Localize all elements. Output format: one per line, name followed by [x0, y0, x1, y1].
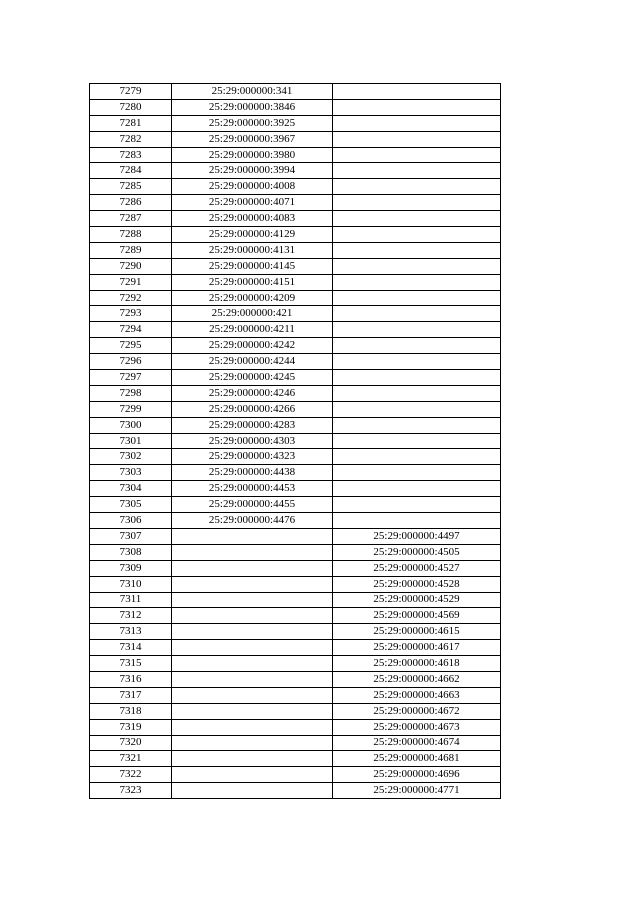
table-row: [90, 608, 501, 624]
table-row: [90, 417, 501, 433]
table-row: [90, 671, 501, 687]
table-row: [90, 656, 501, 672]
row-number-cell: 7303: [90, 465, 172, 481]
cadastral-number-cell-left: 25:29:000000:4303: [172, 433, 333, 449]
table-row: [90, 449, 501, 465]
cadastral-number-cell-left: 25:29:000000:4438: [172, 465, 333, 481]
cadastral-number-cell-left: 25:29:000000:4283: [172, 417, 333, 433]
cadastral-number-cell-left: 25:29:000000:4323: [172, 449, 333, 465]
cadastral-number-cell-right: [333, 401, 501, 417]
cadastral-number-cell-right: 25:29:000000:4505: [333, 544, 501, 560]
row-number-cell: 7322: [90, 767, 172, 783]
table-row: [90, 497, 501, 513]
row-number-cell: 7281: [90, 115, 172, 131]
row-number-cell: 7294: [90, 322, 172, 338]
cadastral-number-cell-right: [333, 513, 501, 529]
table-row: [90, 576, 501, 592]
cadastral-number-cell-left: 25:29:000000:4476: [172, 513, 333, 529]
cadastral-number-cell-left: [172, 608, 333, 624]
cadastral-number-cell-right: [333, 274, 501, 290]
cadastral-number-cell-left: 25:29:000000:3967: [172, 131, 333, 147]
cadastral-number-cell-right: [333, 465, 501, 481]
row-number-cell: 7301: [90, 433, 172, 449]
row-number-cell: 7306: [90, 513, 172, 529]
cadastral-number-cell-right: [333, 131, 501, 147]
cadastral-number-cell-left: 25:29:000000:3846: [172, 99, 333, 115]
cadastral-number-cell-left: 25:29:000000:4211: [172, 322, 333, 338]
table-row: [90, 84, 501, 100]
row-number-cell: 7288: [90, 227, 172, 243]
cadastral-number-cell-left: [172, 671, 333, 687]
table-body: [90, 84, 501, 799]
cadastral-number-cell-right: [333, 497, 501, 513]
row-number-cell: 7299: [90, 401, 172, 417]
cadastral-number-cell-right: [333, 417, 501, 433]
row-number-cell: 7287: [90, 211, 172, 227]
table-row: [90, 131, 501, 147]
cadastral-number-cell-right: 25:29:000000:4662: [333, 671, 501, 687]
cadastral-number-cell-left: 25:29:000000:4242: [172, 338, 333, 354]
table-row: [90, 560, 501, 576]
cadastral-number-cell-left: [172, 544, 333, 560]
cadastral-number-cell-left: 25:29:000000:4151: [172, 274, 333, 290]
table-row: [90, 513, 501, 529]
table-row: [90, 306, 501, 322]
cadastral-number-cell-right: [333, 306, 501, 322]
cadastral-number-cell-right: 25:29:000000:4672: [333, 703, 501, 719]
table-row: [90, 401, 501, 417]
row-number-cell: 7279: [90, 84, 172, 100]
row-number-cell: 7296: [90, 354, 172, 370]
table-row: [90, 751, 501, 767]
table-row: [90, 322, 501, 338]
table-row: [90, 195, 501, 211]
cadastral-number-cell-left: 25:29:000000:4145: [172, 258, 333, 274]
cadastral-number-cell-right: [333, 163, 501, 179]
cadastral-number-cell-right: [333, 354, 501, 370]
row-number-cell: 7323: [90, 783, 172, 799]
cadastral-number-cell-right: [333, 84, 501, 100]
table-row: [90, 735, 501, 751]
cadastral-number-cell-right: 25:29:000000:4615: [333, 624, 501, 640]
cadastral-number-cell-left: [172, 560, 333, 576]
table-row: [90, 258, 501, 274]
row-number-cell: 7292: [90, 290, 172, 306]
row-number-cell: 7291: [90, 274, 172, 290]
row-number-cell: 7310: [90, 576, 172, 592]
cadastral-number-cell-right: [333, 195, 501, 211]
table-row: [90, 147, 501, 163]
row-number-cell: 7289: [90, 242, 172, 258]
cadastral-number-cell-right: [333, 449, 501, 465]
table-row: [90, 179, 501, 195]
cadastral-number-cell-left: 25:29:000000:4008: [172, 179, 333, 195]
row-number-cell: 7307: [90, 528, 172, 544]
table-row: [90, 163, 501, 179]
cadastral-number-cell-left: [172, 703, 333, 719]
cadastral-number-cell-right: [333, 179, 501, 195]
cadastral-number-cell-right: [333, 370, 501, 386]
cadastral-number-cell-right: 25:29:000000:4663: [333, 687, 501, 703]
row-number-cell: 7309: [90, 560, 172, 576]
cadastral-number-cell-left: 25:29:000000:341: [172, 84, 333, 100]
row-number-cell: 7300: [90, 417, 172, 433]
row-number-cell: 7286: [90, 195, 172, 211]
cadastral-number-cell-left: [172, 640, 333, 656]
cadastral-number-cell-right: [333, 290, 501, 306]
row-number-cell: 7297: [90, 370, 172, 386]
row-number-cell: 7317: [90, 687, 172, 703]
table-row: [90, 290, 501, 306]
row-number-cell: 7282: [90, 131, 172, 147]
cadastral-number-cell-right: 25:29:000000:4497: [333, 528, 501, 544]
cadastral-number-cell-right: 25:29:000000:4674: [333, 735, 501, 751]
row-number-cell: 7312: [90, 608, 172, 624]
row-number-cell: 7313: [90, 624, 172, 640]
cadastral-number-cell-right: 25:29:000000:4569: [333, 608, 501, 624]
cadastral-number-cell-left: [172, 719, 333, 735]
cadastral-number-cell-right: [333, 115, 501, 131]
table-row: [90, 370, 501, 386]
cadastral-number-cell-left: [172, 751, 333, 767]
row-number-cell: 7298: [90, 385, 172, 401]
cadastral-number-cell-left: 25:29:000000:4455: [172, 497, 333, 513]
table-row: [90, 544, 501, 560]
cadastral-number-cell-left: 25:29:000000:4246: [172, 385, 333, 401]
row-number-cell: 7314: [90, 640, 172, 656]
cadastral-number-cell-left: [172, 592, 333, 608]
row-number-cell: 7293: [90, 306, 172, 322]
table-row: [90, 687, 501, 703]
table-row: [90, 354, 501, 370]
row-number-cell: 7280: [90, 99, 172, 115]
cadastral-number-cell-left: [172, 656, 333, 672]
table-row: [90, 767, 501, 783]
cadastral-number-cell-left: 25:29:000000:4071: [172, 195, 333, 211]
row-number-cell: 7304: [90, 481, 172, 497]
cadastral-number-cell-right: [333, 258, 501, 274]
table-row: [90, 242, 501, 258]
cadastral-number-cell-right: 25:29:000000:4617: [333, 640, 501, 656]
cadastral-number-cell-left: [172, 687, 333, 703]
cadastral-number-cell-left: 25:29:000000:4129: [172, 227, 333, 243]
table-row: [90, 338, 501, 354]
table-row: [90, 433, 501, 449]
cadastral-number-cell-left: 25:29:000000:4131: [172, 242, 333, 258]
cadastral-number-cell-left: 25:29:000000:3980: [172, 147, 333, 163]
cadastral-number-cell-right: [333, 227, 501, 243]
row-number-cell: 7284: [90, 163, 172, 179]
cadastral-number-cell-right: 25:29:000000:4527: [333, 560, 501, 576]
cadastral-number-cell-left: [172, 767, 333, 783]
cadastral-number-cell-right: 25:29:000000:4528: [333, 576, 501, 592]
cadastral-number-cell-right: 25:29:000000:4681: [333, 751, 501, 767]
cadastral-number-cell-right: [333, 322, 501, 338]
table-row: [90, 211, 501, 227]
cadastral-number-cell-left: [172, 624, 333, 640]
table-row: [90, 719, 501, 735]
table-row: [90, 783, 501, 799]
table-row: [90, 385, 501, 401]
row-number-cell: 7295: [90, 338, 172, 354]
table-row: [90, 465, 501, 481]
cadastral-number-cell-right: [333, 211, 501, 227]
cadastral-number-cell-left: 25:29:000000:4245: [172, 370, 333, 386]
row-number-cell: 7318: [90, 703, 172, 719]
cadastral-number-cell-left: [172, 576, 333, 592]
cadastral-number-cell-left: 25:29:000000:3925: [172, 115, 333, 131]
row-number-cell: 7285: [90, 179, 172, 195]
cadastral-number-cell-right: 25:29:000000:4696: [333, 767, 501, 783]
row-number-cell: 7302: [90, 449, 172, 465]
cadastral-number-cell-right: [333, 99, 501, 115]
cadastral-number-cell-left: [172, 783, 333, 799]
table-row: [90, 592, 501, 608]
table-row: [90, 99, 501, 115]
cadastral-number-cell-right: [333, 147, 501, 163]
cadastral-number-cell-right: 25:29:000000:4529: [333, 592, 501, 608]
row-number-cell: 7290: [90, 258, 172, 274]
cadastral-number-cell-left: 25:29:000000:421: [172, 306, 333, 322]
table-row: [90, 227, 501, 243]
cadastral-number-table: [89, 83, 501, 799]
cadastral-number-cell-left: 25:29:000000:4453: [172, 481, 333, 497]
cadastral-number-cell-right: 25:29:000000:4618: [333, 656, 501, 672]
row-number-cell: 7321: [90, 751, 172, 767]
cadastral-number-cell-left: 25:29:000000:4083: [172, 211, 333, 227]
cadastral-number-cell-right: [333, 242, 501, 258]
row-number-cell: 7316: [90, 671, 172, 687]
table-row: [90, 640, 501, 656]
row-number-cell: 7283: [90, 147, 172, 163]
row-number-cell: 7319: [90, 719, 172, 735]
row-number-cell: 7308: [90, 544, 172, 560]
table-row: [90, 115, 501, 131]
cadastral-number-cell-left: [172, 735, 333, 751]
table-row: [90, 528, 501, 544]
table-row: [90, 703, 501, 719]
table-row: [90, 481, 501, 497]
row-number-cell: 7315: [90, 656, 172, 672]
cadastral-number-cell-left: 25:29:000000:4244: [172, 354, 333, 370]
row-number-cell: 7311: [90, 592, 172, 608]
cadastral-number-cell-right: [333, 433, 501, 449]
row-number-cell: 7320: [90, 735, 172, 751]
table-row: [90, 624, 501, 640]
cadastral-number-cell-right: [333, 481, 501, 497]
cadastral-number-cell-right: [333, 338, 501, 354]
cadastral-number-cell-right: 25:29:000000:4771: [333, 783, 501, 799]
cadastral-number-cell-right: [333, 385, 501, 401]
cadastral-number-cell-right: 25:29:000000:4673: [333, 719, 501, 735]
cadastral-number-cell-left: 25:29:000000:3994: [172, 163, 333, 179]
row-number-cell: 7305: [90, 497, 172, 513]
table-row: [90, 274, 501, 290]
cadastral-number-cell-left: [172, 528, 333, 544]
cadastral-number-cell-left: 25:29:000000:4266: [172, 401, 333, 417]
cadastral-number-cell-left: 25:29:000000:4209: [172, 290, 333, 306]
